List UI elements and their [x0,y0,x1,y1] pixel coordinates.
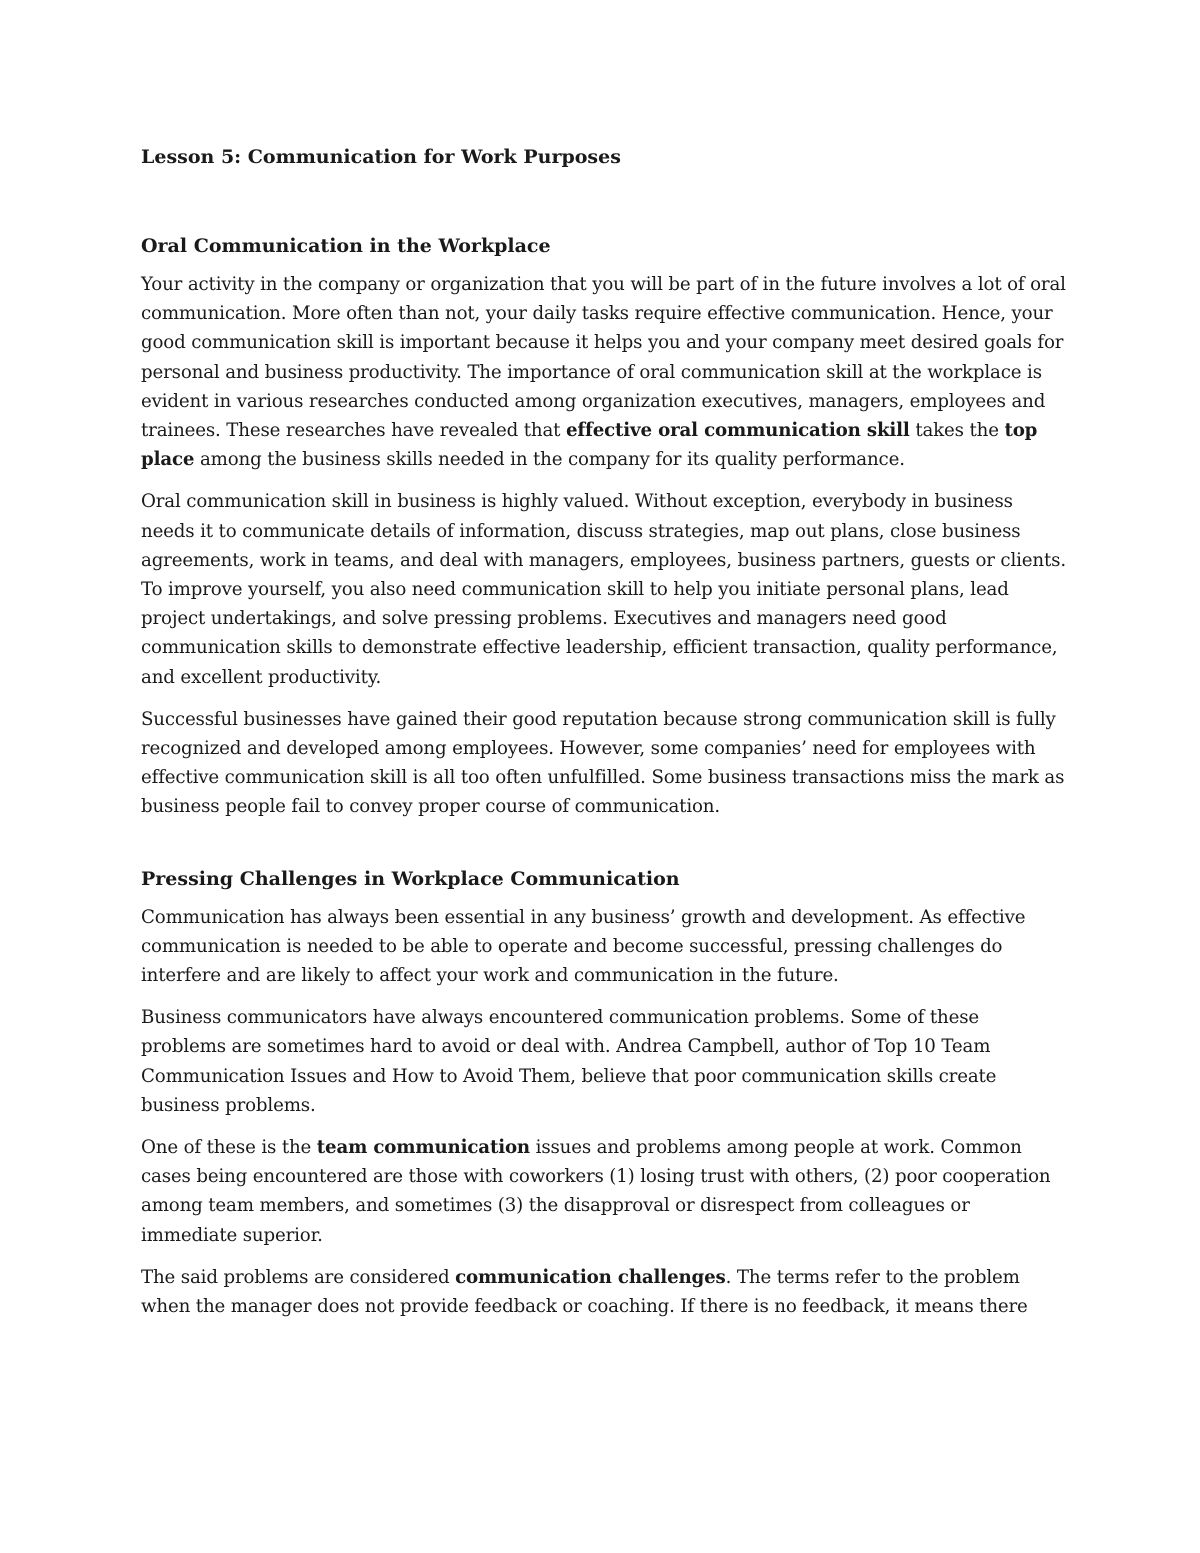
paragraph-text: One of these is the [141,1137,317,1159]
paragraph-text: issues and problems among people at work. Common cases being encountered are those with coworkers (1) losing trust with others, (2) poor cooperation among team members, and sometimes (3) the disapproval or disrespect from colleagues or immediate superior. [141,1137,1051,1246]
paragraph [141,1133,1066,1250]
section-oral-communication [141,231,1066,822]
emphasis-text: effective oral communication skill [565,420,910,442]
paragraph-text: . The terms refer to the problem when the manager does not provide feedback or coaching. If there is no feedback, it means there [141,1266,1028,1318]
emphasis-text: team communication [316,1137,531,1159]
paragraph [141,1003,1066,1120]
paragraph-text: Successful businesses have gained their good reputation because strong communication skill is fully recognized and developed among employees. However, some companies’ need for employees with effective communication skill is all too often unfulfilled. Some business transactions miss the mark as business people fail to convey proper course of communication. [141,708,1065,818]
paragraph-text: Oral communication skill in business is highly valued. Without exception, everybody in business needs it to communicate details of information, discuss strategies, map out plans, close business agreements, work in teams, and deal with managers, employees, business partners, guests or clients. To improve yourself, you also need communication skill to help you initiate personal plans, lead project undertakings, and solve pressing problems. Executives and managers need good communication skills to demonstrate effective leadership, efficient transaction, quality performance, and excellent productivity. [141,491,1066,688]
document-page [141,140,1066,1334]
paragraph-text: takes the [909,420,1005,442]
paragraph [141,903,1066,991]
paragraph [141,705,1066,822]
section-spacer [141,835,1066,864]
paragraph-text: Business communicators have always encountered communication problems. Some of these problems are sometimes hard to avoid or deal with. Andrea Campbell, author of Top 10 Team Communication Issues and How to Avoid Them, believe that poor communication skills create business problems. [141,1007,997,1116]
paragraph [141,270,1066,474]
lesson-title: Lesson 5: Communication for Work Purposes [141,146,621,168]
paragraph [141,1263,1066,1321]
section-pressing-challenges [141,864,1066,1322]
emphasis-text: communication challenges [455,1266,726,1288]
paragraph-text: Your activity in the company or organization that you will be part of in the future involves a lot of oral communication. More often than not, your daily tasks require effective communication. Hence, your good communication skill is important because it helps you and your company meet desired goals for personal and business productivity. The importance of oral communication skill at the workplace is evident in various researches conducted among organization executives, managers, employees and trainees. These researches have revealed that [141,274,1066,442]
paragraph [141,487,1066,691]
paragraph-text: The said problems are considered [141,1266,456,1288]
section-heading: Oral Communication in the Workplace [141,235,551,257]
paragraph-text: Communication has always been essential in any business’ growth and development. As effective communication is needed to be able to operate and become successful, pressing challenges do interfere and are likely to affect your work and communication in the future. [141,906,1026,987]
paragraph-text: among the business skills needed in the company for its quality performance. [194,449,905,471]
emphasis-text: top place [141,420,1038,471]
section-heading: Pressing Challenges in Workplace Communication [141,867,680,890]
